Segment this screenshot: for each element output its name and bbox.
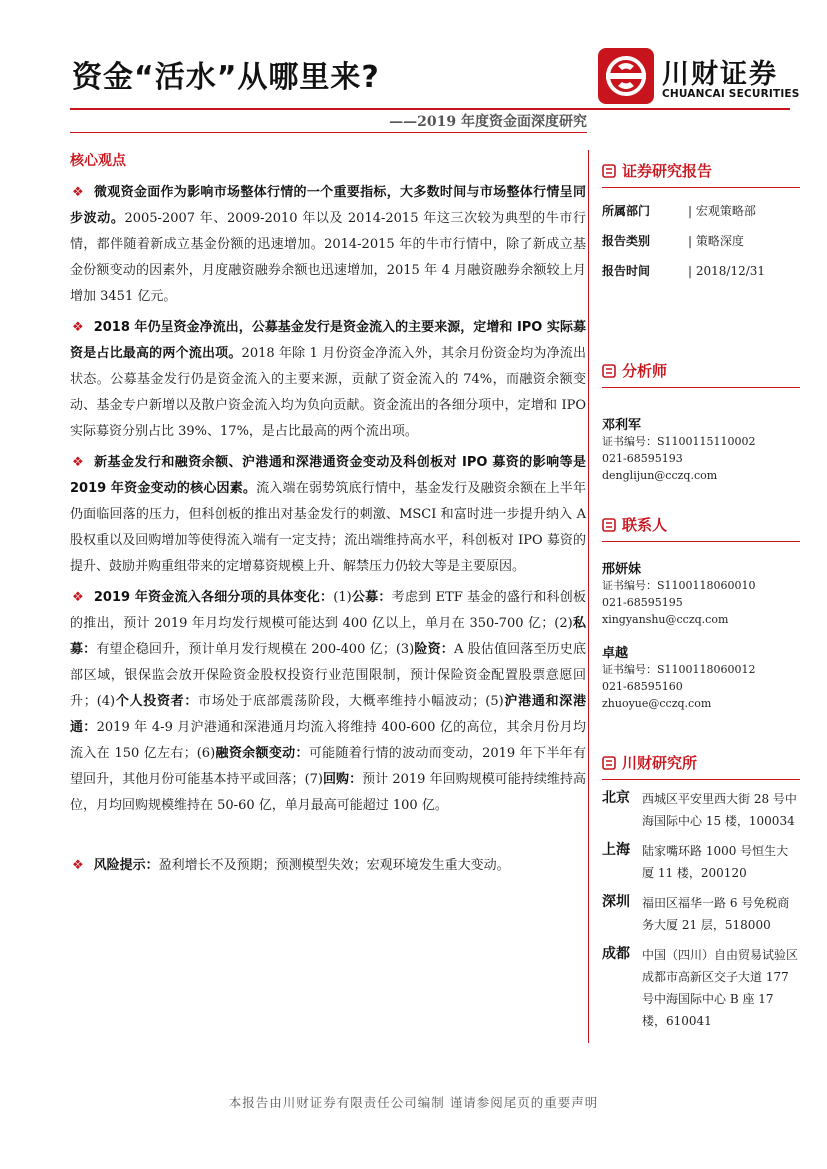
report-info-panel [602,160,800,278]
analyst-name: 邓利军 [602,418,642,433]
item-key: 个人投资者： [115,694,199,709]
logo-chinese-text: 川财证券 [662,59,778,90]
risk-text: 盈利增长不及预期；预测模型失效；宏观环境发生重大变动。 [158,858,510,873]
contact-phone: 021-68595160 [602,680,683,693]
diamond-bullet-icon: ❖ [72,185,84,200]
header-divider [70,108,790,110]
contact-name: 邢妍妹 [602,562,642,577]
contact-name: 卓越 [602,646,629,661]
item-num: (4) [96,694,116,709]
office-row [602,944,800,1032]
analyst-phone: 021-68595193 [602,452,683,465]
analyst-panel [602,360,800,484]
paragraph-4 [70,585,586,819]
item-key: 险资： [414,642,454,657]
paragraph-1-bold: 微观资金面作为影响市场整体行情的一个重要指标，大多数时间与市场整体行情呈同步波动。 [70,185,586,226]
paragraph-4-lead: 2019 年资金流入各细分项的具体变化： [93,590,334,605]
info-label: 报告时间 [602,264,651,278]
diamond-bullet-icon: ❖ [72,455,85,470]
office-row [602,892,800,936]
item-num: (3) [395,642,415,657]
page-subtitle: ——2019 年度资金面深度研究 [389,114,587,130]
diamond-bullet-icon: ❖ [72,858,84,873]
contact-email[interactable]: xingyanshu@cczq.com [602,613,729,626]
diamond-bullet-icon: ❖ [72,590,84,605]
institute-title: 川财研究所 [622,754,698,772]
info-row-category [602,234,800,248]
institute-panel [602,752,800,1032]
subtitle-divider [70,132,587,133]
item-text: A 股估值回落至历史底部区域，银保监会放开保险资金股权投资行业范围限制，预计保险资金配置股票意愿回升； [70,642,586,709]
item-text: 考虑到 ETF 基金的盛行和科创板的推出，预计 2019 年月均发行规模可能达到 400 亿以上，单月在 350-700 亿； [70,590,586,631]
item-key: 回购： [322,772,363,787]
contact-email[interactable]: zhuoyue@cczq.com [602,697,712,710]
risk-warning [70,853,586,879]
item-key: 私募： [70,616,586,657]
report-info-heading [602,160,800,181]
contact-cert: 证书编号：S1100118060010 [602,579,756,592]
info-value: | 宏观策略部 [688,204,756,218]
report-icon [602,164,616,178]
office-address: 陆家嘴环路 1000 号恒生大厦 11 楼，200120 [642,844,789,880]
contacts-title: 联系人 [622,516,668,534]
paragraph-2 [70,315,586,445]
analyst-cert: 证书编号：S1100115110002 [602,435,756,448]
item-text: 预计 2019 年回购规模可能持续维持高位，月均回购规模维持在 50-60 亿，单月最高可能超过 100 亿。 [70,772,586,813]
contact-cert: 证书编号：S1100118060012 [602,663,756,676]
paragraph-2-bold: 2018 年仍呈资金净流出，公募基金发行是资金流入的主要来源，定增和 IPO 实际募资是占比最高的两个流出项。 [70,320,586,361]
analyst-title: 分析师 [622,362,668,380]
paragraph-3-text: 流入端在弱势筑底行情中，基金发行及融资余额在上半年仍面临回落的压力，但科创板的推出对基金发行的刺激、MSCI 和富时进一步提升纳入 A 股权重以及回购增加等使得流入端有一定支持；流出端维持高水平，科创板对 IPO 募资的提升、鼓励并购重组带来的定增募资规模上升、解禁压力仍较大等是主要原因。 [70,481,586,574]
analyst-email[interactable]: denglijun@cczq.com [602,469,718,482]
contacts-panel [602,514,800,712]
diamond-bullet-icon: ❖ [72,320,84,335]
office-city: 成都 [602,946,630,962]
info-value: | 策略深度 [688,234,744,248]
heading-underline [602,187,800,188]
heading-underline [602,779,800,780]
report-info-title: 证券研究报告 [622,162,713,180]
item-num: (1) [333,590,352,605]
item-num: (7) [304,772,323,787]
main-content [70,150,586,879]
contact-phone: 021-68595195 [602,596,683,609]
heading-underline [602,541,800,542]
item-key: 沪港通和深港通： [70,694,586,735]
office-city: 深圳 [602,894,630,910]
page-title: 资金“活水”从哪里来? [72,60,380,95]
column-divider [588,150,589,1043]
chuancai-logo-icon [598,48,654,104]
office-address: 福田区福华一路 6 号免税商务大厦 21 层，518000 [642,896,790,932]
item-num: (6) [196,746,216,761]
paragraph-3 [70,450,586,580]
paragraph-1 [70,180,586,310]
report-icon [602,518,616,532]
report-icon [602,756,616,770]
paragraph-1-text: 2005-2007 年、2009-2010 年以及 2014-2015 年这三次较为典型的牛市行情，都伴随着新成立基金份额的迅速增加。2014-2015 年的牛市行情中，除了新成立基金份额变动的因素外，月度融资融券余额也迅速增加，2015 年 4 月融资融券余额较上月增加 3451 亿元。 [70,211,586,304]
office-row [602,840,800,884]
report-icon [602,364,616,378]
info-label: 所属部门 [602,204,651,218]
section-title-core-views: 核心观点 [70,153,126,169]
contacts-heading [602,514,800,535]
item-num: (5) [485,694,504,709]
logo-english-text: CHUANCAI SECURITIES [662,88,800,100]
office-address: 中国（四川）自由贸易试验区成都市高新区交子大道 177 号中海国际中心 B 座 17 楼，610041 [642,948,799,1028]
info-row-department [602,204,800,218]
analyst-heading [602,360,800,381]
item-text: 2019 年 4-9 月沪港通和深港通月均流入将维持 400-600 亿的高位，其余月份月均流入在 150 亿左右； [70,720,586,761]
item-num: (2) [554,616,573,631]
item-text: 有望企稳回升，预计单月发行规模在 200-400 亿； [96,642,396,657]
item-text: 可能随着行情的波动而变动，2019 年下半年有望回升，其他月份可能基本持平或回落； [70,746,586,787]
heading-underline [602,387,800,388]
office-city: 上海 [602,842,630,858]
item-text: 市场处于底部震荡阶段，大概率维持小幅波动； [198,694,486,709]
office-row [602,788,800,832]
info-label: 报告类别 [602,234,651,248]
office-city: 北京 [602,790,630,806]
paragraph-3-bold: 新基金发行和融资余额、沪港通和深港通资金变动及科创板对 IPO 募资的影响等是 2019 年资金变动的核心因素。 [70,455,587,496]
item-key: 公募： [351,590,392,605]
office-address: 西城区平安里西大街 28 号中海国际中心 15 楼，100034 [642,792,797,828]
item-key: 融资余额变动： [215,746,309,761]
page-footer: 本报告由川财证券有限责任公司编制 谨请参阅尾页的重要声明 [228,1095,599,1110]
info-row-date [602,264,800,278]
info-value: | 2018/12/31 [688,264,766,278]
paragraph-2-text: 2018 年除 1 月份资金净流入外，其余月份资金均为净流出状态。公募基金发行仍是资金流入的主要来源，贡献了资金流入的 74%，而融资余额变动、基金专户新增以及散户资金流入均为负向贡献。资金流出的各细分项中，定增和 IPO 实际募资分别占比 39%、17%，是占比最高的两个流出项。 [70,346,586,439]
institute-heading [602,752,800,773]
risk-label: 风险提示： [93,858,159,873]
company-logo [598,48,798,108]
